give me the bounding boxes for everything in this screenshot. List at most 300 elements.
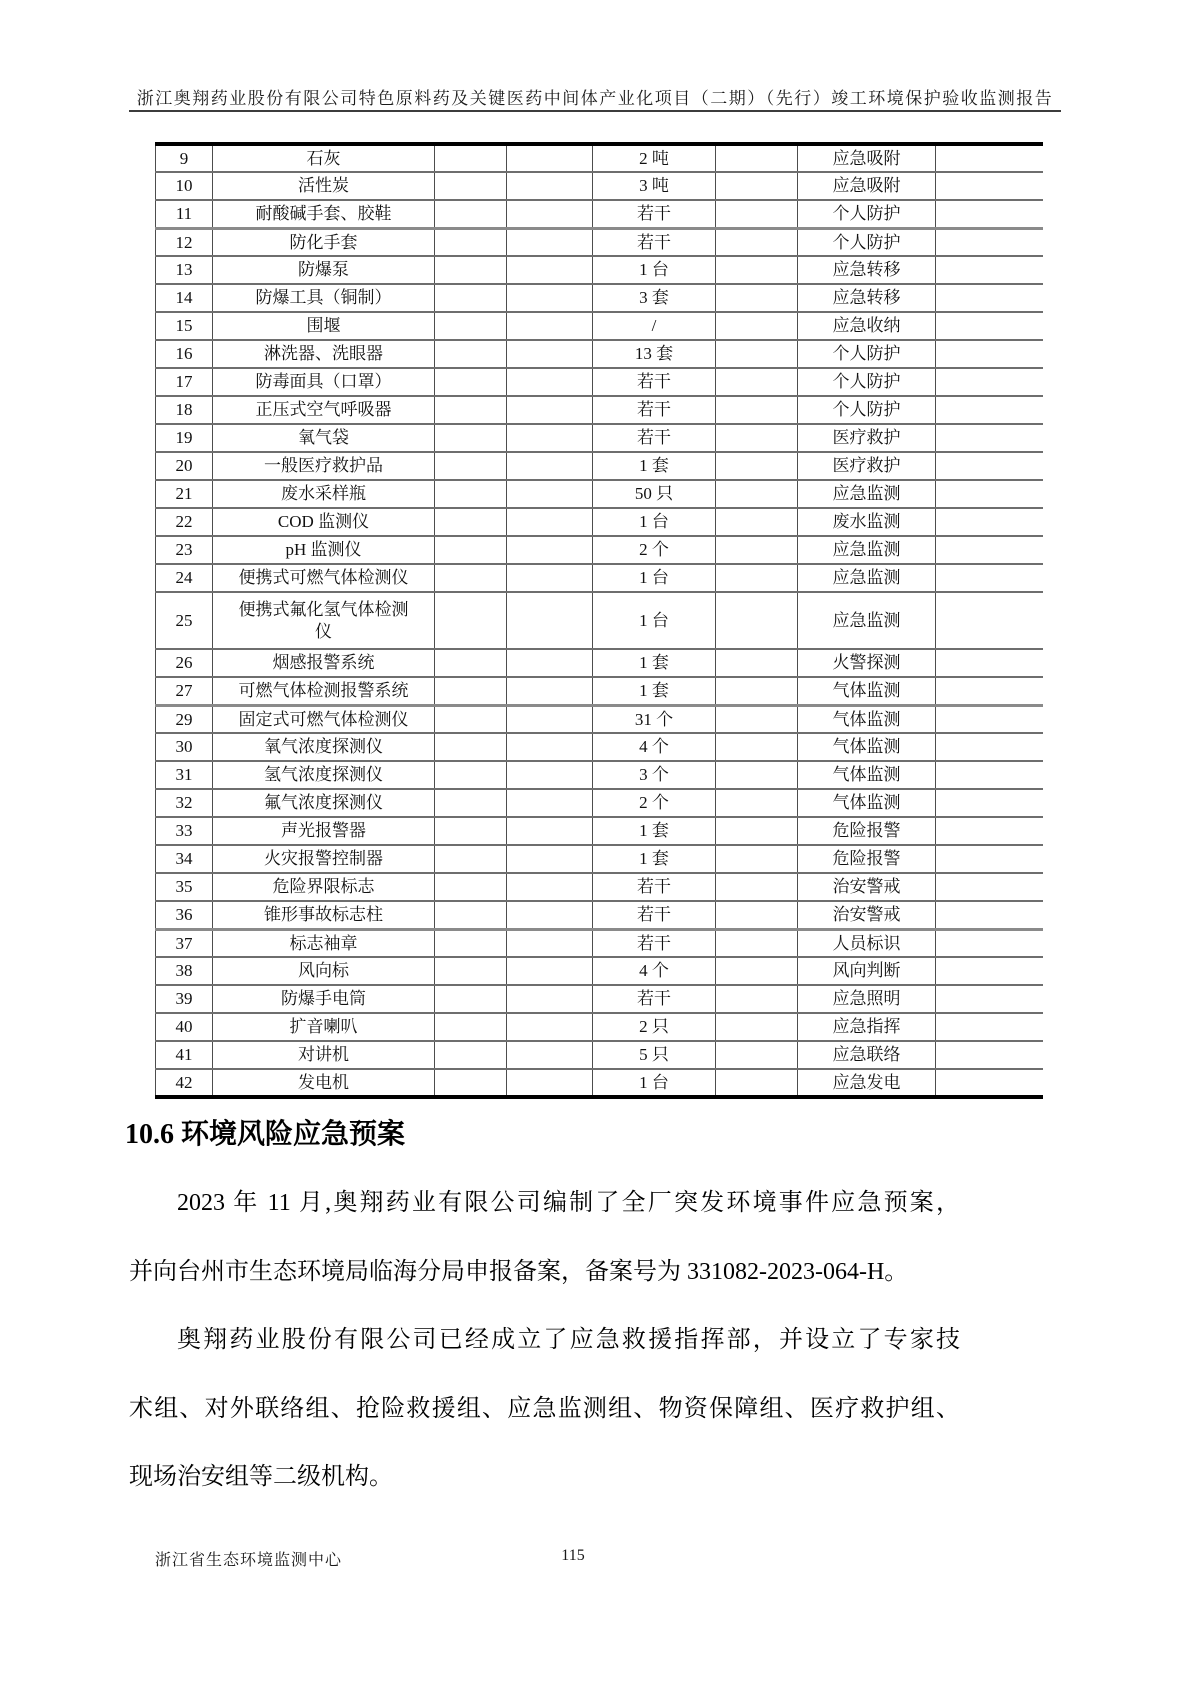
cell-empty	[507, 733, 593, 761]
cell-purpose: 应急发电	[798, 1069, 936, 1097]
cell-empty	[716, 452, 798, 480]
cell-empty	[507, 1013, 593, 1041]
cell-empty	[716, 396, 798, 424]
cell-empty	[716, 592, 798, 649]
cell-empty	[936, 284, 1043, 312]
section-title: 环境风险应急预案	[181, 1119, 406, 1150]
cell-empty	[716, 929, 798, 957]
cell-quantity: 1 套	[593, 845, 716, 873]
cell-purpose: 个人防护	[798, 200, 936, 228]
cell-item-name: 防爆手电筒	[213, 985, 435, 1013]
cell-empty	[435, 144, 507, 172]
cell-row-number: 22	[156, 508, 213, 536]
cell-row-number: 39	[156, 985, 213, 1013]
cell-empty	[435, 705, 507, 733]
paragraph-line: 奥翔药业股份有限公司已经成立了应急救援指挥部，并设立了专家技	[177, 1327, 960, 1353]
table-row	[156, 256, 1043, 284]
cell-empty	[435, 1013, 507, 1041]
cell-empty	[936, 733, 1043, 761]
table-row	[156, 789, 1043, 817]
table-row	[156, 536, 1043, 564]
cell-purpose: 医疗救护	[798, 424, 936, 452]
cell-empty	[936, 817, 1043, 845]
cell-row-number: 13	[156, 256, 213, 284]
cell-empty	[435, 564, 507, 592]
cell-empty	[435, 396, 507, 424]
cell-empty	[435, 340, 507, 368]
cell-row-number: 11	[156, 200, 213, 228]
table-row	[156, 368, 1043, 396]
cell-empty	[716, 536, 798, 564]
cell-empty	[507, 705, 593, 733]
cell-empty	[435, 929, 507, 957]
cell-purpose: 危险报警	[798, 845, 936, 873]
cell-empty	[936, 312, 1043, 340]
cell-empty	[716, 733, 798, 761]
cell-empty	[936, 424, 1043, 452]
cell-item-name: 火灾报警控制器	[213, 845, 435, 873]
table-row	[156, 424, 1043, 452]
cell-empty	[936, 228, 1043, 256]
cell-empty	[507, 1041, 593, 1069]
cell-empty	[716, 761, 798, 789]
cell-empty	[936, 1041, 1043, 1069]
cell-purpose: 治安警戒	[798, 901, 936, 929]
cell-purpose: 应急吸附	[798, 144, 936, 172]
cell-item-name: 一般医疗救护品	[213, 452, 435, 480]
emergency-supplies-table	[155, 142, 1043, 1099]
paragraph-line: 并向台州市生态环境局临海分局申报备案，备案号为 331082-2023-064-H。	[129, 1258, 909, 1285]
table-row	[156, 677, 1043, 705]
cell-quantity: 若干	[593, 901, 716, 929]
table-row	[156, 396, 1043, 424]
cell-empty	[936, 452, 1043, 480]
paragraph-line: 2023 年 11 月,奥翔药业有限公司编制了全厂突发环境事件应急预案，	[177, 1190, 960, 1216]
cell-row-number: 10	[156, 172, 213, 200]
cell-empty	[435, 172, 507, 200]
cell-empty	[936, 957, 1043, 985]
cell-purpose: 气体监测	[798, 789, 936, 817]
table-row	[156, 761, 1043, 789]
cell-quantity: 2 个	[593, 789, 716, 817]
cell-empty	[936, 508, 1043, 536]
cell-purpose: 应急监测	[798, 480, 936, 508]
body-paragraphs	[129, 1169, 960, 1512]
cell-empty	[435, 536, 507, 564]
cell-empty	[716, 845, 798, 873]
cell-empty	[936, 592, 1043, 649]
cell-row-number: 18	[156, 396, 213, 424]
table-row	[156, 564, 1043, 592]
cell-empty	[435, 649, 507, 677]
cell-empty	[507, 957, 593, 985]
cell-item-name: 声光报警器	[213, 817, 435, 845]
cell-item-name: 发电机	[213, 1069, 435, 1097]
cell-quantity: 1 台	[593, 564, 716, 592]
cell-empty	[507, 1069, 593, 1097]
cell-purpose: 应急监测	[798, 564, 936, 592]
cell-item-name: 石灰	[213, 144, 435, 172]
cell-empty	[936, 789, 1043, 817]
cell-empty	[507, 284, 593, 312]
cell-quantity: 4 个	[593, 957, 716, 985]
cell-purpose: 个人防护	[798, 340, 936, 368]
table-row	[156, 228, 1043, 256]
cell-quantity: 3 个	[593, 761, 716, 789]
cell-empty	[435, 312, 507, 340]
cell-item-name: 耐酸碱手套、胶鞋	[213, 200, 435, 228]
cell-empty	[507, 396, 593, 424]
cell-quantity: 若干	[593, 929, 716, 957]
cell-empty	[716, 480, 798, 508]
cell-row-number: 12	[156, 228, 213, 256]
cell-empty	[507, 564, 593, 592]
cell-empty	[936, 564, 1043, 592]
cell-empty	[435, 677, 507, 705]
cell-quantity: 若干	[593, 228, 716, 256]
cell-item-name: 废水采样瓶	[213, 480, 435, 508]
cell-empty	[507, 228, 593, 256]
cell-row-number: 40	[156, 1013, 213, 1041]
cell-empty	[507, 873, 593, 901]
cell-empty	[435, 284, 507, 312]
cell-row-number: 41	[156, 1041, 213, 1069]
cell-quantity: 3 吨	[593, 172, 716, 200]
cell-row-number: 42	[156, 1069, 213, 1097]
cell-empty	[507, 144, 593, 172]
cell-empty	[716, 677, 798, 705]
cell-purpose: 气体监测	[798, 705, 936, 733]
cell-empty	[936, 929, 1043, 957]
cell-empty	[507, 452, 593, 480]
cell-empty	[936, 536, 1043, 564]
table-row	[156, 480, 1043, 508]
cell-item-name: 围堰	[213, 312, 435, 340]
table-row	[156, 340, 1043, 368]
cell-empty	[936, 649, 1043, 677]
cell-empty	[435, 452, 507, 480]
cell-row-number: 23	[156, 536, 213, 564]
cell-item-name: 防爆工具（铜制）	[213, 284, 435, 312]
table-row	[156, 929, 1043, 957]
cell-purpose: 医疗救护	[798, 452, 936, 480]
cell-empty	[507, 368, 593, 396]
paragraph-line: 现场治安组等二级机构。	[129, 1464, 393, 1490]
cell-empty	[435, 200, 507, 228]
cell-row-number: 30	[156, 733, 213, 761]
cell-empty	[507, 200, 593, 228]
cell-quantity: 2 个	[593, 536, 716, 564]
table-row	[156, 144, 1043, 172]
cell-item-name	[213, 592, 435, 649]
cell-row-number: 27	[156, 677, 213, 705]
cell-empty	[936, 1013, 1043, 1041]
cell-purpose: 治安警戒	[798, 873, 936, 901]
table-row	[156, 733, 1043, 761]
cell-row-number: 29	[156, 705, 213, 733]
cell-purpose: 气体监测	[798, 733, 936, 761]
cell-quantity: 若干	[593, 424, 716, 452]
table-row	[156, 705, 1043, 733]
section-number: 10.6	[125, 1119, 174, 1150]
cell-empty	[507, 340, 593, 368]
cell-row-number: 9	[156, 144, 213, 172]
cell-empty	[435, 368, 507, 396]
cell-item-name: pH 监测仪	[213, 536, 435, 564]
cell-empty	[435, 228, 507, 256]
cell-purpose: 危险报警	[798, 817, 936, 845]
cell-item-name: 氟气浓度探测仪	[213, 789, 435, 817]
cell-quantity: 5 只	[593, 1041, 716, 1069]
cell-purpose: 应急监测	[798, 592, 936, 649]
cell-row-number: 26	[156, 649, 213, 677]
cell-quantity: 若干	[593, 368, 716, 396]
cell-empty	[716, 256, 798, 284]
cell-purpose: 应急指挥	[798, 1013, 936, 1041]
cell-quantity: 31 个	[593, 705, 716, 733]
cell-item-name: 防毒面具（口罩）	[213, 368, 435, 396]
cell-item-name: COD 监测仪	[213, 508, 435, 536]
cell-purpose: 应急照明	[798, 985, 936, 1013]
supplies-table-body	[156, 144, 1043, 1097]
cell-empty	[507, 985, 593, 1013]
cell-empty	[936, 172, 1043, 200]
cell-row-number: 37	[156, 929, 213, 957]
cell-quantity: 1 台	[593, 508, 716, 536]
cell-empty	[716, 789, 798, 817]
cell-item-name: 氧气袋	[213, 424, 435, 452]
cell-item-name: 活性炭	[213, 172, 435, 200]
cell-empty	[507, 424, 593, 452]
cell-item-name: 扩音喇叭	[213, 1013, 435, 1041]
cell-purpose: 风向判断	[798, 957, 936, 985]
table-row	[156, 845, 1043, 873]
paragraph-line: 术组、对外联络组、抢险救援组、应急监测组、物资保障组、医疗救护组、	[129, 1395, 960, 1422]
cell-row-number: 36	[156, 901, 213, 929]
cell-row-number: 32	[156, 789, 213, 817]
cell-item-name: 固定式可燃气体检测仪	[213, 705, 435, 733]
cell-purpose: 气体监测	[798, 761, 936, 789]
cell-item-name: 标志袖章	[213, 929, 435, 957]
cell-empty	[507, 677, 593, 705]
cell-empty	[936, 256, 1043, 284]
cell-item-name: 氢气浓度探测仪	[213, 761, 435, 789]
cell-item-name: 危险界限标志	[213, 873, 435, 901]
cell-empty	[716, 312, 798, 340]
cell-purpose: 应急转移	[798, 284, 936, 312]
cell-empty	[716, 705, 798, 733]
cell-purpose: 人员标识	[798, 929, 936, 957]
header-rule	[129, 110, 1061, 112]
cell-quantity: 若干	[593, 396, 716, 424]
cell-empty	[716, 1013, 798, 1041]
cell-purpose: 应急收纳	[798, 312, 936, 340]
running-header-title: 浙江奥翔药业股份有限公司特色原料药及关键医药中间体产业化项目（二期）（先行）竣工环境保护验收监测报告	[136, 89, 1054, 108]
cell-empty	[435, 845, 507, 873]
cell-row-number: 34	[156, 845, 213, 873]
cell-purpose: 气体监测	[798, 677, 936, 705]
cell-quantity: 2 只	[593, 1013, 716, 1041]
cell-item-name: 烟感报警系统	[213, 649, 435, 677]
cell-empty	[435, 901, 507, 929]
cell-empty	[507, 172, 593, 200]
cell-empty	[936, 480, 1043, 508]
table-row	[156, 985, 1043, 1013]
cell-quantity: 1 台	[593, 1069, 716, 1097]
cell-item-name: 防化手套	[213, 228, 435, 256]
section-heading	[125, 1112, 405, 1152]
cell-empty	[716, 564, 798, 592]
cell-empty	[716, 957, 798, 985]
cell-empty	[716, 649, 798, 677]
cell-quantity: 1 台	[593, 592, 716, 649]
cell-empty	[936, 396, 1043, 424]
cell-quantity: 若干	[593, 985, 716, 1013]
cell-quantity: 1 套	[593, 649, 716, 677]
cell-empty	[936, 901, 1043, 929]
cell-empty	[507, 789, 593, 817]
cell-empty	[936, 340, 1043, 368]
cell-empty	[435, 761, 507, 789]
cell-row-number: 38	[156, 957, 213, 985]
cell-quantity: 1 套	[593, 677, 716, 705]
cell-empty	[936, 873, 1043, 901]
cell-empty	[716, 368, 798, 396]
cell-empty	[716, 901, 798, 929]
table-row	[156, 172, 1043, 200]
cell-empty	[507, 312, 593, 340]
cell-row-number: 15	[156, 312, 213, 340]
cell-row-number: 25	[156, 592, 213, 649]
cell-quantity: /	[593, 312, 716, 340]
cell-empty	[507, 845, 593, 873]
cell-quantity: 若干	[593, 873, 716, 901]
cell-item-name: 氧气浓度探测仪	[213, 733, 435, 761]
cell-row-number: 17	[156, 368, 213, 396]
cell-empty	[716, 1069, 798, 1097]
cell-empty	[716, 144, 798, 172]
cell-empty	[435, 480, 507, 508]
cell-purpose: 应急监测	[798, 536, 936, 564]
footer-page-number: 115	[561, 1547, 585, 1564]
cell-empty	[936, 677, 1043, 705]
cell-empty	[716, 200, 798, 228]
cell-empty	[435, 424, 507, 452]
cell-row-number: 16	[156, 340, 213, 368]
cell-item-name: 防爆泵	[213, 256, 435, 284]
cell-quantity: 4 个	[593, 733, 716, 761]
cell-item-name: 风向标	[213, 957, 435, 985]
table-row	[156, 957, 1043, 985]
cell-empty	[507, 817, 593, 845]
cell-empty	[936, 705, 1043, 733]
cell-empty	[716, 985, 798, 1013]
cell-empty	[716, 508, 798, 536]
table-row	[156, 200, 1043, 228]
table-row	[156, 508, 1043, 536]
cell-empty	[716, 817, 798, 845]
cell-quantity: 1 套	[593, 452, 716, 480]
table-row	[156, 1069, 1043, 1097]
cell-empty	[936, 985, 1043, 1013]
cell-empty	[507, 256, 593, 284]
cell-empty	[507, 508, 593, 536]
cell-empty	[507, 761, 593, 789]
cell-empty	[435, 256, 507, 284]
cell-quantity: 2 吨	[593, 144, 716, 172]
cell-empty	[716, 1041, 798, 1069]
cell-quantity: 若干	[593, 200, 716, 228]
cell-empty	[936, 144, 1043, 172]
cell-empty	[716, 873, 798, 901]
cell-quantity: 50 只	[593, 480, 716, 508]
cell-row-number: 31	[156, 761, 213, 789]
cell-item-name-text: 便携式氟化氢气体检测仪	[238, 600, 409, 641]
cell-item-name: 便携式可燃气体检测仪	[213, 564, 435, 592]
cell-purpose: 应急转移	[798, 256, 936, 284]
cell-empty	[936, 845, 1043, 873]
table-row	[156, 452, 1043, 480]
table-row	[156, 592, 1043, 649]
cell-empty	[507, 649, 593, 677]
cell-empty	[507, 901, 593, 929]
cell-empty	[435, 1041, 507, 1069]
cell-item-name: 锥形事故标志柱	[213, 901, 435, 929]
cell-empty	[716, 340, 798, 368]
table-row	[156, 1013, 1043, 1041]
cell-purpose: 个人防护	[798, 396, 936, 424]
table-row	[156, 817, 1043, 845]
cell-row-number: 19	[156, 424, 213, 452]
cell-row-number: 35	[156, 873, 213, 901]
table-row	[156, 284, 1043, 312]
cell-empty	[435, 957, 507, 985]
cell-empty	[936, 1069, 1043, 1097]
cell-item-name: 正压式空气呼吸器	[213, 396, 435, 424]
cell-empty	[716, 172, 798, 200]
cell-empty	[435, 789, 507, 817]
cell-empty	[435, 873, 507, 901]
cell-empty	[435, 817, 507, 845]
cell-empty	[435, 733, 507, 761]
cell-row-number: 21	[156, 480, 213, 508]
cell-empty	[716, 228, 798, 256]
footer-organization: 浙江省生态环境监测中心	[155, 1552, 343, 1569]
cell-empty	[507, 592, 593, 649]
cell-empty	[435, 1069, 507, 1097]
cell-row-number: 24	[156, 564, 213, 592]
cell-purpose: 个人防护	[798, 368, 936, 396]
cell-empty	[435, 985, 507, 1013]
cell-empty	[936, 200, 1043, 228]
table-row	[156, 312, 1043, 340]
table-row	[156, 901, 1043, 929]
table-row	[156, 1041, 1043, 1069]
cell-empty	[716, 284, 798, 312]
cell-quantity: 1 台	[593, 256, 716, 284]
cell-purpose: 火警探测	[798, 649, 936, 677]
cell-quantity: 3 套	[593, 284, 716, 312]
cell-empty	[435, 508, 507, 536]
cell-item-name: 可燃气体检测报警系统	[213, 677, 435, 705]
cell-row-number: 14	[156, 284, 213, 312]
cell-purpose: 应急吸附	[798, 172, 936, 200]
cell-purpose: 个人防护	[798, 228, 936, 256]
cell-quantity: 1 套	[593, 817, 716, 845]
table-row	[156, 873, 1043, 901]
cell-quantity: 13 套	[593, 340, 716, 368]
cell-row-number: 20	[156, 452, 213, 480]
